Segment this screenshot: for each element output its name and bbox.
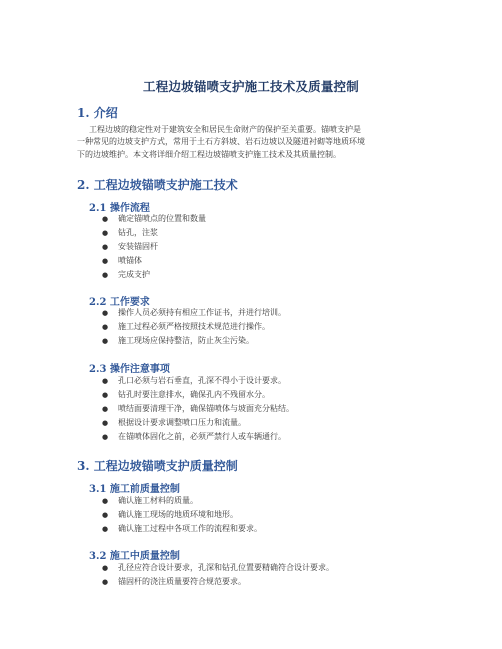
bullet-icon: ● xyxy=(102,309,109,317)
bullet-icon: ● xyxy=(102,271,109,280)
list-item: ● 施工现场应保持整洁，防止灰尘污染。 xyxy=(118,334,286,348)
bullet-icon: ● xyxy=(102,257,109,266)
subsection-2-3-heading: 2.3 操作注意事项 xyxy=(89,364,170,375)
bullet-icon: ● xyxy=(102,391,109,400)
section-2-heading: 2. 工程边坡锚喷支护施工技术 xyxy=(77,178,238,192)
list-item: ● 安装锚固杆 xyxy=(118,240,206,254)
bullet-icon: ● xyxy=(102,215,109,223)
operation-flow-list xyxy=(102,212,206,282)
list-item: ● 孔口必须与岩石垂直，孔深不得小于设计要求。 xyxy=(118,374,294,388)
bullet-icon: ● xyxy=(102,405,109,414)
document-title: 工程边坡锚喷支护施工技术及质量控制 xyxy=(143,79,359,94)
list-item: ● 钻孔时要注意排水，确保孔内不残留水分。 xyxy=(118,388,294,402)
bullet-icon: ● xyxy=(102,578,109,587)
in-construction-qc-list xyxy=(102,561,334,589)
list-item: ● 确认施工材料的质量。 xyxy=(118,494,262,508)
intro-line-2: 一种常见的边坡支护方式，常用于土石方斜坡、岩石边坡以及隧道衬砌等地质环境 xyxy=(77,137,365,147)
bullet-icon: ● xyxy=(102,377,109,385)
intro-paragraph xyxy=(77,124,429,161)
bullet-icon: ● xyxy=(102,229,109,238)
list-item: ● 喷结面要清理干净，确保锚喷体与坡面充分粘结。 xyxy=(118,402,294,416)
section-3-heading: 3. 工程边坡锚喷支护质量控制 xyxy=(77,459,238,473)
bullet-icon: ● xyxy=(102,564,109,572)
subsection-2-1-heading: 2.1 操作流程 xyxy=(89,203,150,214)
bullet-icon: ● xyxy=(102,497,109,505)
precautions-list xyxy=(102,374,294,444)
list-item: ● 钻孔，注浆 xyxy=(118,226,206,240)
list-item: ● 锚固杆的浇注质量要符合规范要求。 xyxy=(118,575,334,589)
list-item: ● 施工过程必须严格按照技术规范进行操作。 xyxy=(118,320,286,334)
section-1-heading: 1. 介绍 xyxy=(77,106,118,120)
list-item: ● 确认施工过程中各项工作的流程和要求。 xyxy=(118,522,262,536)
list-item: ● 确定锚喷点的位置和数量 xyxy=(118,212,206,226)
list-item: ● 在锚喷体固化之前，必须严禁行人或车辆通行。 xyxy=(118,430,294,444)
subsection-2-2-heading: 2.2 工作要求 xyxy=(89,297,150,308)
bullet-icon: ● xyxy=(102,511,109,520)
intro-line-1: 工程边坡的稳定性对于建筑安全和居民生命财产的保护至关重要。锚喷支护是 xyxy=(89,125,361,134)
pre-construction-qc-list xyxy=(102,494,262,536)
bullet-icon: ● xyxy=(102,337,109,346)
bullet-icon: ● xyxy=(102,525,109,534)
list-item: ● 完成支护 xyxy=(118,268,206,282)
intro-line-3: 下的边坡维护。本文将详细介绍工程边坡锚喷支护施工技术及其质量控制。 xyxy=(77,149,341,159)
bullet-icon: ● xyxy=(102,419,109,428)
bullet-icon: ● xyxy=(102,243,109,252)
list-item: ● 喷锚体 xyxy=(118,254,206,268)
subsection-3-2-heading: 3.2 施工中质量控制 xyxy=(89,551,180,562)
list-item: ● 根据设计要求调整喷口压力和流量。 xyxy=(118,416,294,430)
work-requirements-list xyxy=(102,306,286,348)
subsection-3-1-heading: 3.1 施工前质量控制 xyxy=(89,484,180,495)
bullet-icon: ● xyxy=(102,433,109,442)
list-item: ● 确认施工现场的地质环境和地形。 xyxy=(118,508,262,522)
list-item: ● 操作人员必须持有相应工作证书，并进行培训。 xyxy=(118,306,286,320)
bullet-icon: ● xyxy=(102,323,109,332)
list-item: ● 孔径应符合设计要求，孔深和钻孔位置要精确符合设计要求。 xyxy=(118,561,334,575)
